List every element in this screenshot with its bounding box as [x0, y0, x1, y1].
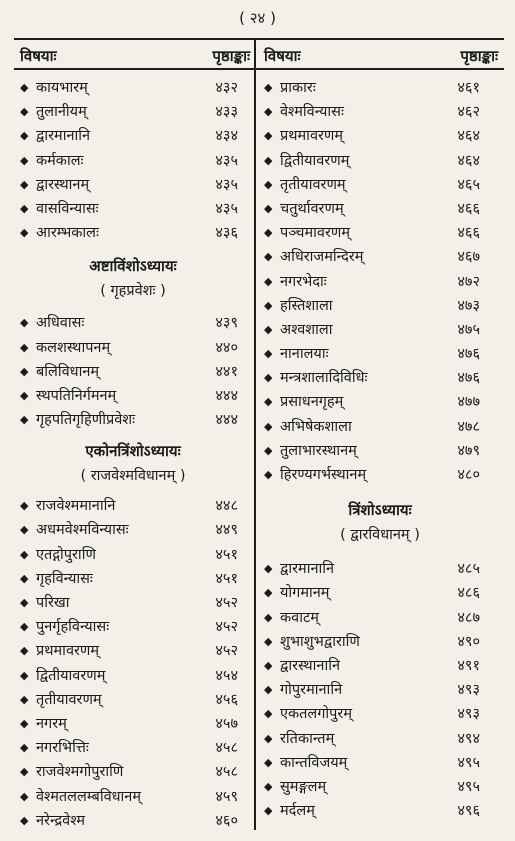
toc-entry [14, 785, 252, 809]
entry-title: गृहविन्यासः [36, 570, 93, 587]
left-column [14, 40, 252, 833]
entry-page-number: ४३५ [215, 176, 238, 193]
diamond-bullet-icon: ◆ [264, 683, 273, 697]
entry-title: नानालयाः [280, 346, 329, 363]
toc-entry [258, 245, 502, 269]
toc-entry [14, 494, 252, 518]
diamond-bullet-icon: ◆ [264, 658, 273, 672]
entry-page-number: ४६५ [457, 176, 480, 193]
diamond-bullet-icon: ◆ [20, 81, 29, 94]
toc-entry [258, 775, 502, 799]
entry-title: रतिकान्तम् [280, 730, 335, 747]
diamond-bullet-icon: ◆ [264, 707, 273, 721]
entry-page-number: ४६२ [457, 104, 480, 121]
entry-page-number: ४६४ [457, 128, 480, 145]
diamond-bullet-icon: ◆ [20, 316, 29, 330]
diamond-bullet-icon: ◆ [264, 274, 273, 288]
entry-title: तृतीयावरणम् [280, 176, 346, 193]
entry-title: तुलाभारस्थानम् [280, 442, 357, 459]
diamond-bullet-icon: ◆ [264, 129, 273, 143]
entry-page-number: ४९३ [457, 706, 480, 723]
entry-title: पुनर्गृहविन्यासः [36, 619, 110, 636]
entry-title: वेश्मतललम्बविधानम् [36, 788, 142, 805]
diamond-bullet-icon: ◆ [20, 413, 29, 427]
toc-entry [258, 221, 502, 245]
toc-entry [258, 751, 502, 775]
diamond-bullet-icon: ◆ [264, 298, 273, 312]
toc-entry [14, 712, 252, 736]
entry-page-number: ४९५ [457, 778, 480, 795]
entry-title: परिखा [36, 595, 70, 611]
entry-title: चतुर्थावरणम् [280, 200, 344, 217]
toc-entry [258, 390, 502, 414]
entry-title: एकतलगोपुरम् [280, 706, 353, 723]
toc-entry [14, 76, 252, 100]
diamond-bullet-icon: ◆ [20, 620, 29, 634]
diamond-bullet-icon: ◆ [20, 789, 29, 803]
toc-entry [14, 197, 252, 221]
entry-page-number: ४९१ [457, 657, 480, 674]
entry-page-number: ४६४ [457, 152, 480, 169]
toc-entry [14, 615, 252, 639]
entry-title: हिरण्यगर्भस्थानम् [280, 467, 367, 483]
diamond-bullet-icon: ◆ [264, 153, 273, 167]
entry-page-number: ४६० [215, 812, 238, 829]
toc-entry [258, 197, 502, 221]
entry-page-number: ४६६ [457, 200, 480, 217]
entry-title: राजवेश्ममानानि [36, 498, 116, 515]
entry-page-number: ४५८ [215, 740, 238, 757]
diamond-bullet-icon: ◆ [20, 692, 29, 706]
diamond-bullet-icon: ◆ [264, 731, 273, 745]
right-column [258, 40, 502, 823]
toc-entry [14, 664, 252, 688]
entry-page-number: ४५२ [215, 643, 238, 660]
entry-page-number: ४४० [215, 339, 238, 356]
entry-page-number: ४३३ [215, 104, 238, 121]
toc-entry [14, 360, 252, 384]
entry-title: गृहपतिगृहिणीप्रवेशः [36, 412, 136, 429]
toc-entry [14, 567, 252, 591]
entry-page-number: ४७६ [457, 346, 480, 363]
diamond-bullet-icon: ◆ [20, 716, 29, 730]
toc-entry [258, 173, 502, 197]
entry-page-number: ४५८ [215, 764, 238, 781]
entry-page-number: ४४९ [215, 522, 238, 539]
toc-entry [258, 654, 502, 678]
entry-page-number: ४५१ [215, 546, 238, 563]
entry-page-number: ४८७ [457, 609, 480, 626]
toc-entry [14, 124, 252, 148]
entry-title: प्रथमावरणम् [36, 643, 100, 660]
entry-title: द्वारस्थानम् [36, 176, 90, 193]
entry-title: तुलानीयम् [36, 104, 87, 121]
diamond-bullet-icon: ◆ [264, 755, 273, 769]
entry-title: राजवेश्मगोपुराणि [36, 764, 124, 781]
toc-entry [14, 543, 252, 567]
entry-title: नरेन्द्रवेश्म [36, 812, 86, 829]
diamond-bullet-icon: ◆ [264, 634, 273, 648]
right-entries-chapter [258, 557, 502, 823]
diamond-bullet-icon: ◆ [20, 364, 29, 378]
left-entries-chapter2 [14, 311, 252, 432]
toc-entry [258, 463, 502, 487]
entry-title: हस्तिशाला [280, 297, 333, 314]
entry-title: अश्वशाला [280, 321, 333, 338]
entry-title: शुभाशुभद्वाराणि [280, 633, 360, 650]
diamond-bullet-icon: ◆ [264, 804, 273, 818]
toc-entry [14, 311, 252, 335]
page-number: ( २४ ) [239, 9, 276, 27]
entry-page-number: ४७२ [457, 273, 480, 290]
entry-title: नगरभेदाः [280, 273, 327, 290]
entry-page-number: ४६६ [457, 225, 480, 242]
entry-title: स्थपतिनिर्गमनम् [36, 387, 117, 404]
toc-entry [14, 591, 252, 615]
diamond-bullet-icon: ◆ [20, 201, 29, 215]
entry-title: बलिविधानम् [36, 363, 100, 380]
entry-page-number: ४४८ [215, 498, 238, 515]
entry-page-number: ४८६ [457, 585, 480, 602]
entry-page-number: ४५६ [215, 691, 238, 708]
toc-entry [14, 221, 252, 245]
toc-entry [14, 736, 252, 760]
entry-page-number: ४३५ [215, 152, 238, 169]
diamond-bullet-icon: ◆ [264, 322, 273, 336]
toc-entry [258, 366, 502, 390]
diamond-bullet-icon: ◆ [20, 105, 29, 119]
entry-page-number: ४३२ [215, 80, 238, 96]
toc-entry [258, 270, 502, 294]
entry-page-number: ४७३ [457, 297, 480, 314]
toc-entry [258, 124, 502, 148]
toc-entry [258, 727, 502, 751]
diamond-bullet-icon: ◆ [264, 586, 273, 600]
diamond-bullet-icon: ◆ [264, 177, 273, 191]
entry-page-number: ४५२ [215, 619, 238, 636]
entry-page-number: ४९५ [457, 754, 480, 771]
entry-title: नगरम् [36, 715, 67, 732]
toc-entry [258, 342, 502, 366]
diamond-bullet-icon: ◆ [20, 644, 29, 658]
entry-page-number: ४३९ [215, 315, 238, 332]
diamond-bullet-icon: ◆ [20, 668, 29, 682]
chapter-subtitle: ( राजवेश्मविधानम् ) [80, 468, 186, 485]
entry-title: द्वितीयावरणम् [36, 667, 106, 684]
entry-title: अधिराजमन्दिरम् [280, 249, 364, 266]
entry-title: आरम्भकालः [36, 225, 99, 242]
diamond-bullet-icon: ◆ [20, 388, 29, 402]
diamond-bullet-icon: ◆ [20, 765, 29, 779]
diamond-bullet-icon: ◆ [264, 250, 273, 264]
entry-page-number: ४८० [457, 467, 480, 483]
entry-page-number: ४३४ [215, 128, 238, 145]
entry-title: मन्त्रशालादिविधिः [280, 370, 368, 387]
column-divider [254, 38, 256, 830]
chapter-title: अष्टाविंशोऽध्यायः [89, 257, 177, 276]
entry-title: पञ्चमावरणम् [280, 225, 351, 242]
toc-entry [14, 384, 252, 408]
entry-title: अभिषेकशाला [280, 418, 352, 435]
page-heading: पृष्ठाङ्काः [212, 47, 250, 65]
entry-title: एतद्गोपुराणि [36, 546, 96, 563]
entry-title: अधिवासः [36, 315, 85, 332]
diamond-bullet-icon: ◆ [264, 395, 273, 409]
diamond-bullet-icon: ◆ [20, 741, 29, 755]
chapter-subtitle: ( गृहप्रवेशः ) [100, 283, 166, 300]
entry-title: सुमङ्गलम् [280, 778, 327, 795]
page-heading: पृष्ठाङ्काः [460, 47, 498, 65]
diamond-bullet-icon: ◆ [264, 419, 273, 433]
entry-page-number: ४८५ [457, 561, 480, 578]
toc-entry [258, 799, 502, 823]
entry-title: द्वारस्थानानि [280, 657, 341, 674]
right-column-header [258, 40, 502, 70]
toc-entry [258, 678, 502, 702]
entry-title: योगमानम् [280, 585, 330, 602]
toc-entry [14, 639, 252, 663]
diamond-bullet-icon: ◆ [20, 340, 29, 354]
toc-entry [258, 702, 502, 726]
entry-title: द्वारमानानि [280, 561, 335, 578]
entry-page-number: ४५१ [215, 570, 238, 587]
toc-entry [14, 149, 252, 173]
entry-title: मर्दलम् [280, 803, 315, 820]
diamond-bullet-icon: ◆ [264, 779, 273, 793]
diamond-bullet-icon: ◆ [264, 226, 273, 240]
entry-title: द्वितीयावरणम् [280, 152, 350, 169]
toc-entry [258, 630, 502, 654]
diamond-bullet-icon: ◆ [264, 610, 273, 624]
toc-entry [258, 415, 502, 439]
entry-title: गोपुरमानानि [280, 682, 343, 699]
entry-page-number: ४७९ [457, 442, 480, 459]
diamond-bullet-icon: ◆ [264, 347, 273, 361]
diamond-bullet-icon: ◆ [20, 571, 29, 585]
diamond-bullet-icon: ◆ [20, 499, 29, 513]
toc-entry [14, 688, 252, 712]
entry-page-number: ४६७ [457, 249, 480, 266]
entry-page-number: ४३६ [215, 225, 238, 242]
chapter-subtitle: ( द्वारविधानम् ) [340, 527, 420, 544]
chapter-title: त्रिंशोऽध्यायः [348, 501, 412, 520]
diamond-bullet-icon: ◆ [20, 129, 29, 143]
toc-entry [14, 336, 252, 360]
diamond-bullet-icon: ◆ [20, 813, 29, 827]
diamond-bullet-icon: ◆ [20, 547, 29, 561]
entry-title: वेश्मविन्यासः [280, 104, 344, 121]
diamond-bullet-icon: ◆ [264, 105, 273, 119]
entry-page-number: ४९० [457, 633, 480, 650]
diamond-bullet-icon: ◆ [264, 201, 273, 215]
right-entries-group1 [258, 76, 502, 487]
toc-entry [258, 149, 502, 173]
diamond-bullet-icon: ◆ [20, 523, 29, 537]
diamond-bullet-icon: ◆ [20, 226, 29, 240]
diamond-bullet-icon: ◆ [264, 468, 273, 481]
entry-page-number: ४५७ [215, 715, 238, 732]
entry-title: प्रथमावरणम् [280, 128, 344, 145]
entry-page-number: ४७६ [457, 370, 480, 387]
entry-title: तृतीयावरणम् [36, 691, 102, 708]
toc-entry [258, 100, 502, 124]
chapter-title: एकोनत्रिंशोऽध्यायः [85, 442, 181, 461]
toc-entry [14, 100, 252, 124]
left-column-header [14, 40, 252, 70]
entry-page-number: ४४१ [215, 363, 238, 380]
toc-entry [258, 581, 502, 605]
diamond-bullet-icon: ◆ [20, 596, 29, 609]
toc-entry [14, 173, 252, 197]
toc-entry [258, 318, 502, 342]
entry-title: प्रसाधनगृहम् [280, 394, 344, 411]
entry-page-number: ४९३ [457, 682, 480, 699]
entry-page-number: ४५२ [215, 595, 238, 611]
toc-entry [14, 518, 252, 542]
diamond-bullet-icon: ◆ [20, 153, 29, 167]
diamond-bullet-icon: ◆ [264, 81, 273, 94]
toc-entry [14, 408, 252, 432]
entry-page-number: ४७७ [457, 394, 480, 411]
entry-title: प्राकारः [280, 80, 316, 96]
toc-entry [14, 760, 252, 784]
diamond-bullet-icon: ◆ [264, 371, 273, 385]
entry-page-number: ४५९ [215, 788, 238, 805]
entry-title: नगरभित्तिः [36, 740, 89, 757]
entry-title: कवाटम् [280, 609, 319, 626]
diamond-bullet-icon: ◆ [20, 177, 29, 191]
entry-page-number: ४६१ [457, 80, 480, 96]
subject-heading: विषयाः [264, 47, 301, 65]
toc-entry [258, 606, 502, 630]
subject-heading: विषयाः [20, 47, 57, 65]
entry-title: कायभारम् [36, 80, 88, 96]
entry-title: अधमवेश्मविन्यासः [36, 522, 129, 539]
left-entries-group1 [14, 76, 252, 245]
toc-entry [258, 439, 502, 463]
diamond-bullet-icon: ◆ [264, 443, 273, 457]
left-entries-chapter3 [14, 494, 252, 833]
entry-page-number: ४४४ [215, 412, 238, 429]
entry-title: कान्तविजयम् [280, 754, 348, 771]
entry-page-number: ४७५ [457, 321, 480, 338]
entry-page-number: ४५४ [215, 667, 238, 684]
toc-entry [14, 809, 252, 833]
diamond-bullet-icon: ◆ [264, 562, 273, 576]
entry-title: वासविन्यासः [36, 200, 99, 217]
toc-entry [258, 294, 502, 318]
entry-page-number: ४४४ [215, 387, 238, 404]
entry-title: कलशस्थापनम् [36, 339, 111, 356]
entry-page-number: ४९६ [457, 803, 480, 820]
toc-entry [258, 557, 502, 581]
entry-title: द्वारमानानि [36, 128, 91, 145]
entry-title: कर्मकालः [36, 152, 84, 169]
entry-page-number: ४७८ [457, 418, 480, 435]
entry-page-number: ४३५ [215, 200, 238, 217]
entry-page-number: ४९४ [457, 730, 480, 747]
toc-entry [258, 76, 502, 100]
